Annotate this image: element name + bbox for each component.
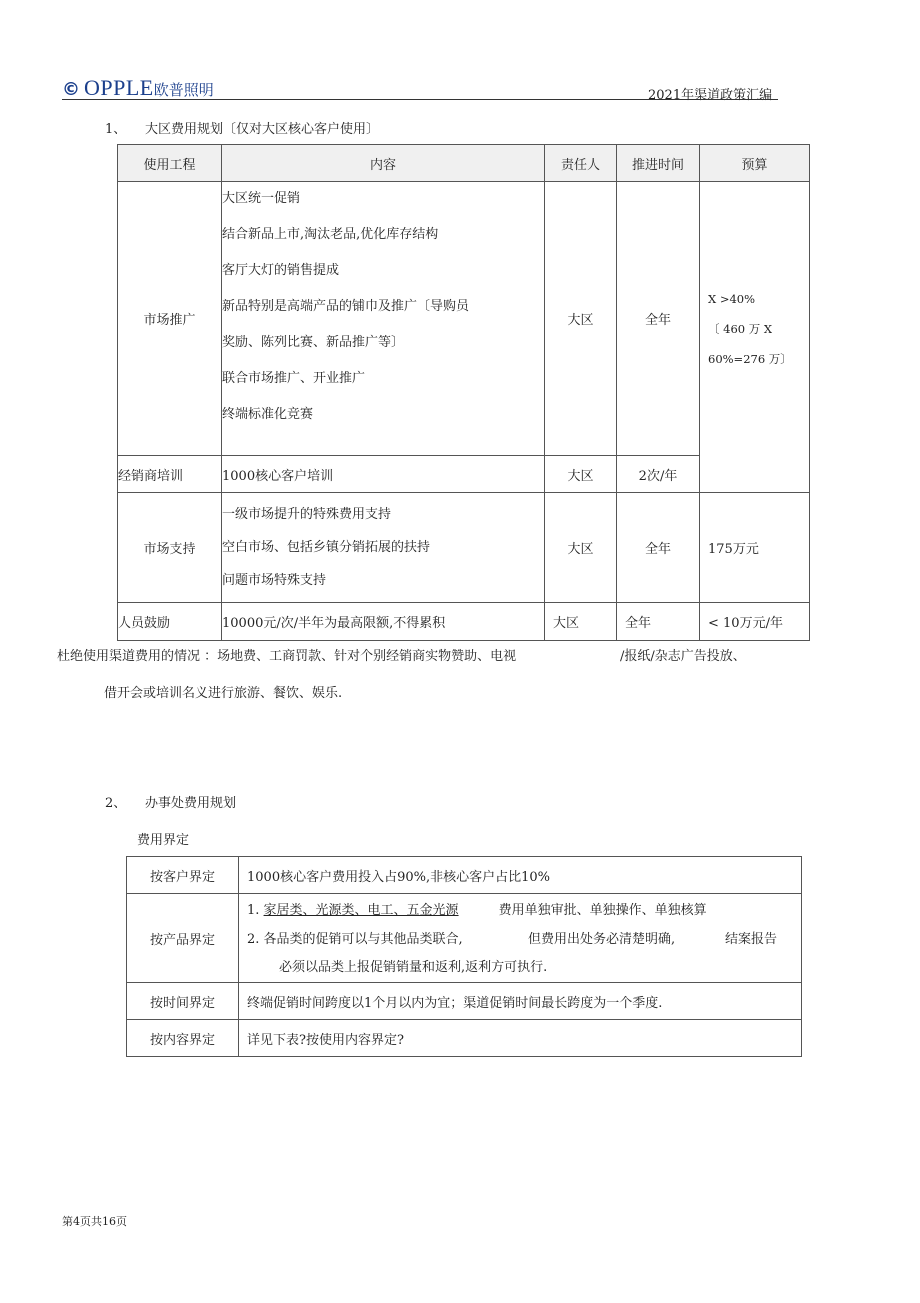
section-2-number: 2、 — [105, 796, 127, 811]
budget-line: X >40% — [708, 292, 756, 306]
content-line: 联合市场推广、开业推广 — [222, 371, 366, 386]
col-header-budget: 预算 — [700, 145, 810, 182]
budget-line: 〔 460 万 X — [708, 322, 773, 336]
table-row-market-promo — [118, 182, 810, 456]
table-row-by-product — [127, 894, 802, 983]
office-expense-definition-table — [126, 856, 802, 1057]
cell-content — [222, 493, 545, 603]
section-1-title: 大区费用规划〔仅对大区核心客户使用〕 — [145, 122, 380, 137]
section-2-title: 办事处费用规划 — [145, 796, 237, 811]
table-header-row — [118, 145, 810, 182]
row-value: 1000核心客户费用投入占90%,非核心客户占比10% — [239, 857, 802, 894]
line-part-b: 但费用出处务必清楚明确, — [528, 932, 676, 947]
cell-owner: 大区 — [545, 603, 617, 641]
col-header-owner: 责任人 — [545, 145, 617, 182]
product-line-1 — [247, 898, 801, 926]
content-line: 空白市场、包括乡镇分销拓展的扶持 — [222, 540, 431, 555]
content-line: 问题市场特殊支持 — [222, 573, 327, 588]
product-line-3: 必须以品类上报促销销量和返利,返利方可执行. — [279, 960, 548, 975]
section-1-number: 1、 — [105, 122, 127, 137]
table-row-staff-incentive — [118, 603, 810, 641]
page-number: 第4页共16页 — [62, 1215, 127, 1228]
cell-item: 市场推广 — [118, 182, 222, 456]
col-header-content: 内容 — [222, 145, 545, 182]
prohibited-usage-note-line2: 借开会或培训名义进行旅游、餐饮、娱乐. — [104, 686, 343, 701]
content-line: 终端标准化竞赛 — [222, 407, 314, 422]
line-part-a: 2. 各品类的促销可以与其他品类联合, — [247, 932, 463, 947]
cell-time: 全年 — [617, 182, 700, 456]
table-row-by-time — [127, 983, 802, 1020]
budget-line: 60%=276 万〕 — [708, 352, 792, 366]
logo-chinese-name: 欧普照明 — [153, 81, 214, 99]
content-line: 新品特别是高端产品的铺巾及推广〔导购员 — [222, 299, 470, 314]
content-line: 奖励、陈列比赛、新品推广等〕 — [222, 335, 405, 350]
line-prefix: 1. — [247, 903, 264, 918]
logo-brand: OPPLE — [84, 75, 154, 100]
cell-owner: 大区 — [545, 182, 617, 456]
cell-owner: 大区 — [545, 456, 617, 493]
section-2-subtitle: 费用界定 — [137, 833, 190, 848]
line-part-c: 结案报告 — [725, 932, 778, 947]
cell-budget — [700, 182, 810, 493]
content-line: 一级市场提升的特殊费用支持 — [222, 507, 392, 522]
line-suffix: 费用单独审批、单独操作、单独核算 — [498, 903, 707, 918]
table-row-by-content — [127, 1020, 802, 1057]
content-line: 大区统一促销 — [222, 191, 301, 206]
copyright-icon: © — [62, 79, 80, 100]
row-value: 详见下表?按使用内容界定? — [239, 1020, 802, 1057]
table-row-market-support — [118, 493, 810, 603]
prohibited-usage-note-part1: 杜绝使用渠道费用的情况 ：场地费、工商罚款、针对个别经销商实物赞助、电视 — [57, 649, 517, 664]
row-label: 按产品界定 — [127, 894, 239, 983]
row-label: 按时间界定 — [127, 983, 239, 1020]
regional-expense-table — [117, 144, 810, 641]
col-header-item: 使用工程 — [118, 145, 222, 182]
product-categories: 家居类、光源类、电工、五金光源 — [263, 903, 459, 918]
section-2-heading — [105, 792, 236, 811]
row-label: 按内容界定 — [127, 1020, 239, 1057]
table-row-by-customer — [127, 857, 802, 894]
cell-time: 全年 — [617, 603, 700, 641]
row-value: 终端促销时间跨度以1个月以内为宜；渠道促销时间最长跨度为一个季度. — [239, 983, 802, 1020]
header-divider — [62, 99, 778, 100]
cell-content — [222, 182, 545, 456]
row-value — [239, 894, 802, 983]
content-line: 结合新品上市,淘汰老品,优化库存结构 — [222, 227, 439, 242]
row-label: 按客户界定 — [127, 857, 239, 894]
cell-item: 市场支持 — [118, 493, 222, 603]
cell-content: 10000元/次/半年为最高限额,不得累积 — [222, 603, 545, 641]
product-line-2 — [247, 926, 801, 954]
cell-time: 全年 — [617, 493, 700, 603]
cell-item: 经销商培训 — [118, 456, 222, 493]
cell-budget: 175万元 — [700, 493, 810, 603]
content-line: 客厅大灯的销售提成 — [222, 263, 340, 278]
cell-owner: 大区 — [545, 493, 617, 603]
document-title: 2021年渠道政策汇编 — [648, 88, 773, 103]
prohibited-usage-note-part2: /报纸/杂志广告投放、 — [620, 649, 746, 664]
cell-budget: < 10万元/年 — [700, 603, 810, 641]
col-header-time: 推进时间 — [617, 145, 700, 182]
section-1-heading — [105, 118, 379, 137]
cell-item: 人员鼓励 — [118, 603, 222, 641]
cell-time: 2次/年 — [617, 456, 700, 493]
cell-content: 1000核心客户培训 — [222, 456, 545, 493]
